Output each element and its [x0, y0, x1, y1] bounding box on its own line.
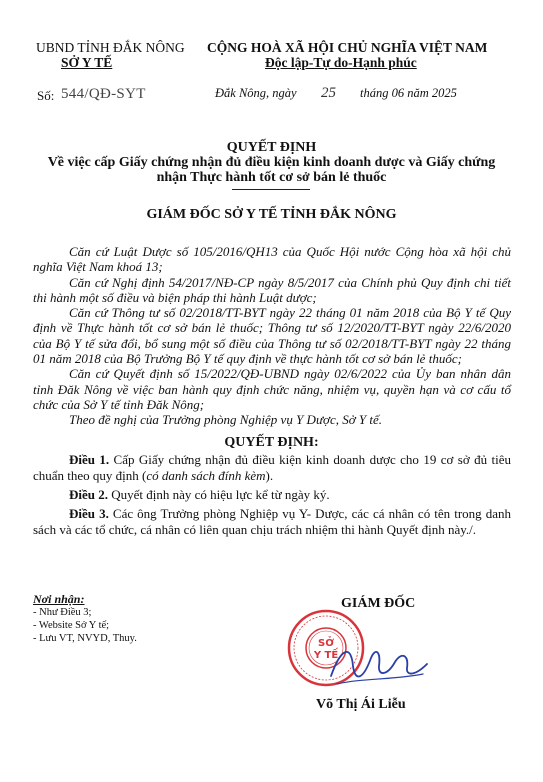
org-name: UBND TỈNH ĐẮK NÔNG	[36, 40, 185, 55]
seal-text-bottom: Y TẾ	[313, 650, 339, 661]
doc-number: 544/QĐ-SYT	[61, 86, 146, 102]
department-name: SỞ Y TẾ	[61, 55, 113, 70]
doc-subject-line1: Về việc cấp Giấy chứng nhận đủ điều kiện kinh doanh dược và Giấy chứng	[47, 155, 496, 170]
issuing-authority: GIÁM ĐỐC SỞ Y TẾ TỈNH ĐẮK NÔNG	[146, 207, 397, 222]
article-1	[33, 452, 511, 484]
doc-title: QUYẾT ĐỊNH	[226, 140, 317, 155]
article-label: Điều 2.	[69, 487, 108, 502]
legal-basis-item: Căn cứ Quyết định số 15/2022/QĐ-UBND ngày 02/6/2022 của Ủy ban nhân dân tỉnh Đăk Nông về việc ban hành quy định chức năng, nhiệm vụ, quyền hạn và cơ cấu tổ chức của Sở Y tế tỉnh Đăk Nông;	[33, 366, 511, 412]
place-date: Đắk Nông, ngày	[215, 86, 297, 100]
title-underline	[232, 189, 310, 190]
article-2	[33, 487, 511, 503]
legal-basis-item: Căn cứ Thông tư số 02/2018/TT-BYT ngày 22 tháng 01 năm 2018 của Bộ Y tế Quy định về Thực hành tốt cơ sở bán lẻ thuốc; Thông tư số 12/2020/TT-BYT ngày 22/6/2020 của Bộ Y tế sửa đổi, bổ sung một số điều của Thông tư số 02/2018/TT-BYT ngày 22 tháng 01 năm 2018 của Bộ Trưởng Bộ Y tế quy định về thực hành tốt cơ sở bán lẻ thuốc;	[33, 305, 511, 367]
article-text: Quyết định này có hiệu lực kể từ ngày ký.	[108, 487, 330, 502]
articles	[33, 452, 511, 541]
doc-subject-line2: nhận Thực hành tốt cơ sở bán lẻ thuốc	[156, 170, 387, 185]
article-label: Điều 3.	[69, 506, 109, 521]
legal-basis	[33, 244, 511, 428]
legal-basis-item: Căn cứ Nghị định 54/2017/NĐ-CP ngày 8/5/2017 của Chính phủ Quy định chi tiết thi hành một số điều và biện pháp thi hành Luật dược;	[33, 274, 511, 305]
national-motto: Độc lập-Tự do-Hạnh phúc	[265, 55, 417, 70]
recipient-item: - Lưu VT, NVYD, Thuy.	[33, 633, 137, 644]
signer-position: GIÁM ĐỐC	[341, 596, 416, 611]
national-title: CỘNG HOÀ XÃ HỘI CHỦ NGHĨA VIỆT NAM	[207, 40, 488, 55]
article-text: Cấp Giấy chứng nhận đủ điều kiện kinh doanh dược cho 19 cơ sở đủ tiêu chuẩn theo quy định (	[33, 452, 511, 483]
article-text: Các ông Trưởng phòng Nghiệp vụ Y- Dược, các cá nhân có tên trong danh sách và các tổ chức, cá nhân có liên quan chịu trách nhiệm thi hành Quyết định này./.	[33, 506, 511, 537]
doc-month-year: tháng 06 năm 2025	[360, 86, 457, 100]
recipients-title: Nơi nhận:	[33, 592, 85, 606]
doc-number-label: Số:	[37, 88, 55, 103]
legal-basis-item: Căn cứ Luật Dược số 105/2016/QH13 của Quốc Hội nước Cộng hòa xã hội chủ nghĩa Việt Nam khoá 13;	[33, 244, 511, 275]
legal-basis-item: Theo đề nghị của Trưởng phòng Nghiệp vụ Y Dược, Sở Y tế.	[69, 412, 383, 428]
article-italic: có danh sách đính kèm	[146, 468, 266, 483]
article-text-end: ).	[265, 468, 274, 483]
article-3	[33, 506, 511, 538]
signer-name: Võ Thị Ái Liễu	[316, 697, 406, 712]
handwritten-signature-icon	[323, 636, 435, 696]
seal-text-top: SỞ	[318, 638, 334, 649]
decision-heading: QUYẾT ĐỊNH:	[224, 435, 319, 450]
article-label: Điều 1.	[69, 452, 110, 467]
doc-day: 25	[321, 85, 336, 101]
recipient-item: - Website Sở Y tế;	[33, 620, 110, 631]
recipient-item: - Như Điều 3;	[33, 607, 92, 618]
